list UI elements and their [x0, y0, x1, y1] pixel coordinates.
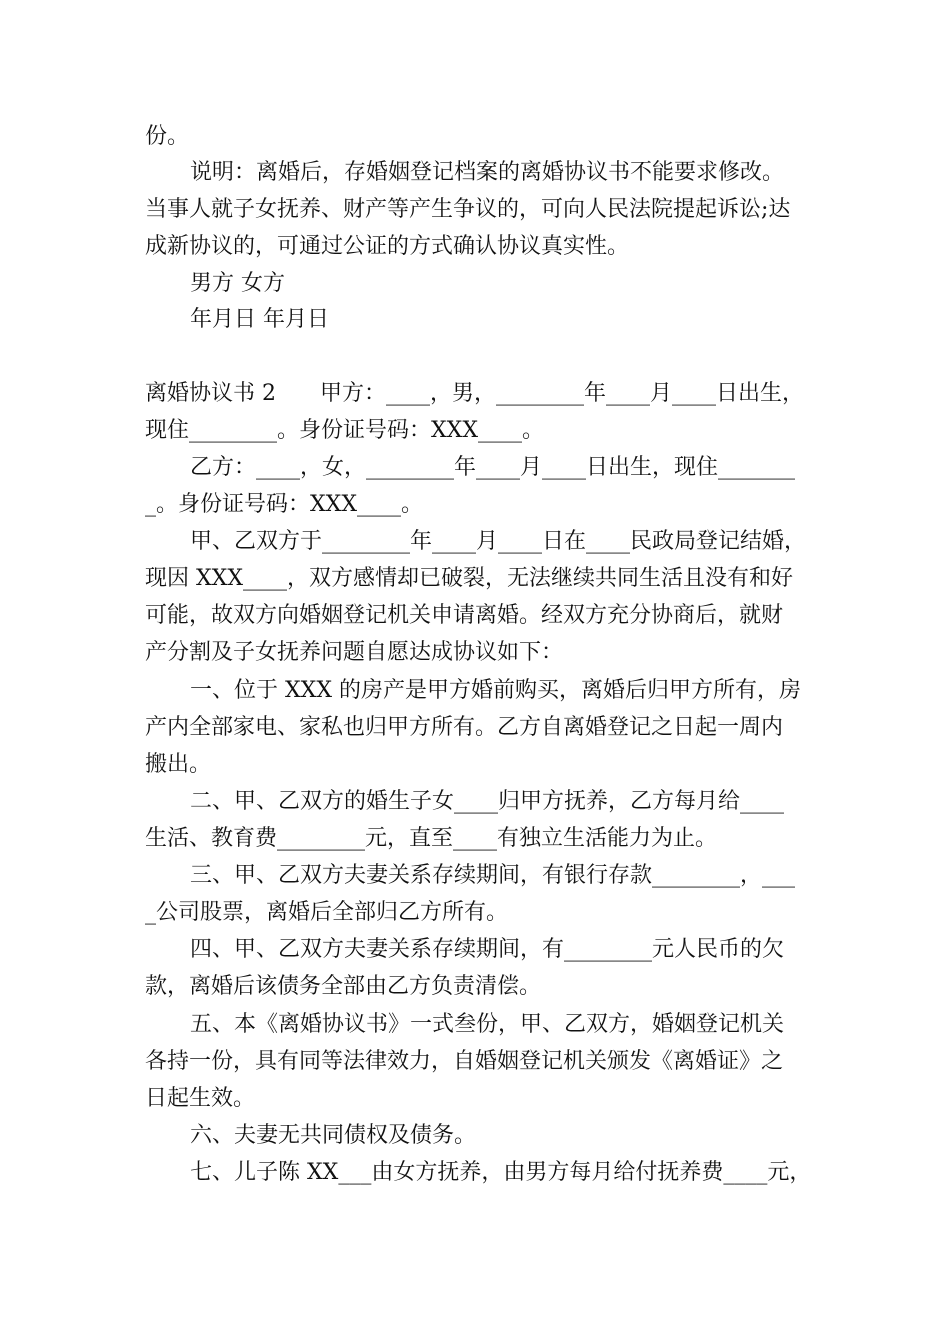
text-line: 可能，故双方向婚姻登记机关申请离婚。经双方充分协商后，就财 [145, 603, 784, 628]
text-line: 说明：离婚后，存婚姻登记档案的离婚协议书不能要求修改。 [190, 160, 785, 185]
text-line: 日起生效。 [145, 1086, 256, 1111]
text-line: 五、本《离婚协议书》一式叁份，甲、乙双方，婚姻登记机关 [190, 1012, 785, 1037]
text-line: 七、儿子陈 XX___由女方抚养，由男方每月给付抚养费____元， [190, 1160, 812, 1185]
text-line: 当事人就子女抚养、财产等产生争议的，可向人民法院提起诉讼;达 [145, 197, 791, 222]
text-line: _。身份证号码：XXX____。 [145, 492, 423, 517]
section-title-line: 离婚协议书 2 甲方：____，男，________年____月____日出生， [145, 381, 804, 406]
text-line: 份。 [145, 124, 190, 149]
text-line: 甲、乙双方于________年____月____日在____民政局登记结婚， [190, 529, 807, 554]
text-line: 三、甲、乙双方夫妻关系存续期间，有银行存款________，___ [190, 863, 796, 888]
text-line: 现因 XXX____，双方感情却已破裂，无法继续共同生活且没有和好 [145, 566, 793, 591]
date-line: 年月日 年月日 [190, 307, 329, 332]
text-line: 乙方：____，女，________年____月____日出生，现住_______ [190, 455, 796, 480]
text-line: 一、位于 XXX 的房产是甲方婚前购买，离婚后归甲方所有，房 [190, 678, 801, 703]
text-line: 各持一份，具有同等法律效力，自婚姻登记机关颁发《离婚证》之 [145, 1049, 784, 1074]
text-line: _公司股票，离婚后全部归乙方所有。 [145, 900, 509, 925]
text-line: 二、甲、乙双方的婚生子女____归甲方抚养，乙方每月给____ [190, 789, 785, 814]
text-line: 四、甲、乙双方夫妻关系存续期间，有________元人民币的欠 [190, 937, 785, 962]
text-line: 款，离婚后该债务全部由乙方负责清偿。 [145, 974, 542, 999]
text-line: 产内全部家电、家私也归甲方所有。乙方自离婚登记之日起一周内 [145, 715, 784, 740]
text-line: 搬出。 [145, 752, 212, 777]
text-line: 成新协议的，可通过公证的方式确认协议真实性。 [145, 234, 630, 259]
signature-label-line: 男方 女方 [190, 271, 285, 296]
text-line: 六、夫妻无共同债权及债务。 [190, 1123, 477, 1148]
text-line: 产分割及子女抚养问题自愿达成协议如下： [145, 640, 564, 665]
text-line: 现住________。身份证号码：XXX____。 [145, 418, 544, 443]
text-line: 生活、教育费________元，直至____有独立生活能力为止。 [145, 826, 718, 851]
